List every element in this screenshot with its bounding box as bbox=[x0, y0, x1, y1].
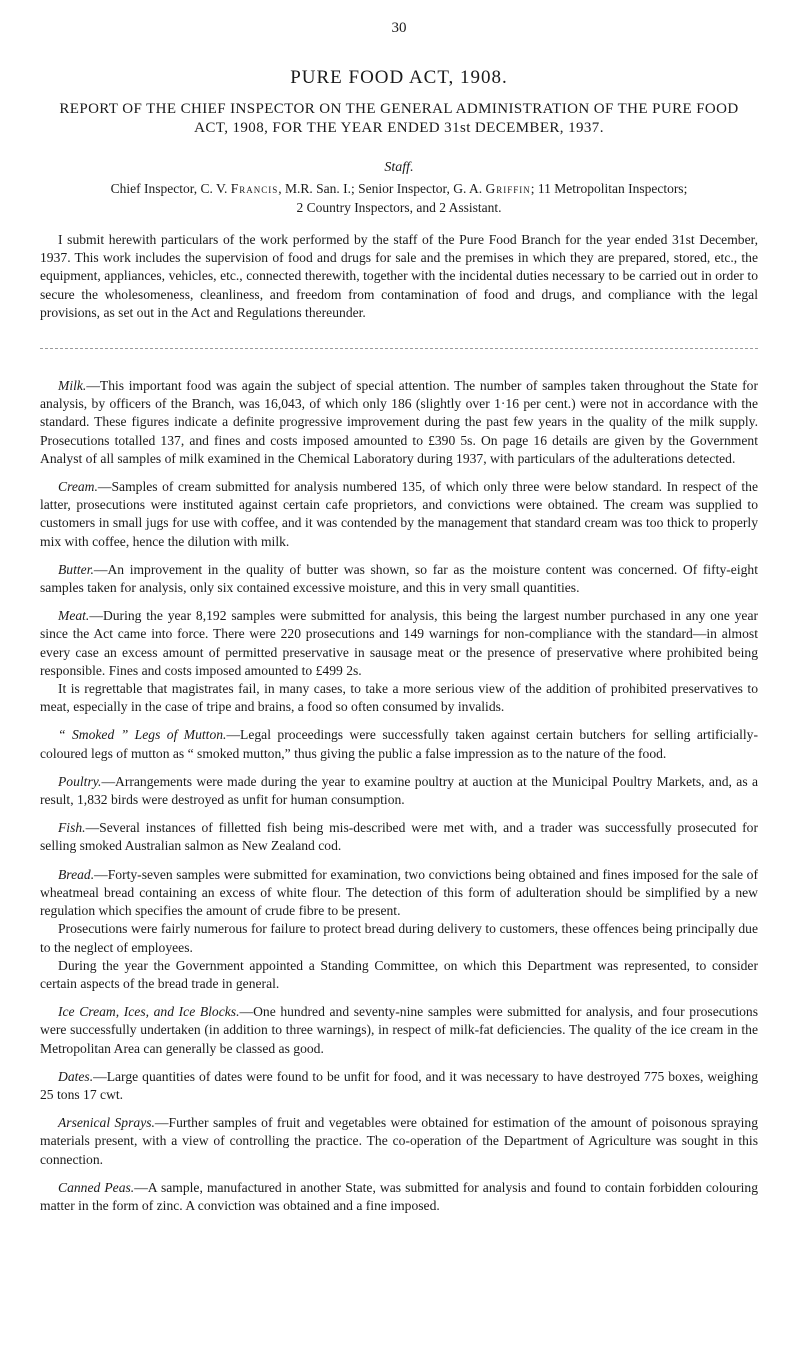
section-heading: Milk. bbox=[58, 378, 87, 394]
section-arsenical-sprays bbox=[40, 1114, 758, 1169]
section-text: —Forty-seven samples were submitted for examination, two convictions being obtained and fines imposed for the sale of wheatmeal bread containing an excess of white flour. The detection of this form of adulteration should be simplified by a new regulation which specifies the amount of crude fibre to be present. bbox=[40, 866, 758, 919]
section-bread bbox=[40, 866, 758, 921]
section-meat-continued bbox=[40, 680, 758, 716]
section-text: —Several instances of filletted fish being mis-described were met with, and a trader was successfully prosecuted for selling smoked Australian salmon as New Zealand cod. bbox=[40, 820, 758, 854]
page-number: 30 bbox=[391, 20, 407, 36]
report-heading: REPORT OF THE CHIEF INSPECTOR ON THE GENERAL ADMINISTRATION OF THE PURE FOOD ACT, 1908, FOR THE YEAR ENDED 31st DECEMBER, 1937. bbox=[59, 101, 739, 136]
section-heading: Meat. bbox=[58, 608, 90, 624]
section-heading: Canned Peas. bbox=[58, 1179, 135, 1195]
section-heading: Ice Cream, Ices, and Ice Blocks. bbox=[58, 1004, 240, 1020]
section-text: —One hundred and seventy-nine samples were submitted for analysis, and four prosecutions were successfully undertaken (in addition to three warnings), in respect of milk-fat deficiencies. The quality of the ice cream in the Metropolitan Area can generally be classed as good. bbox=[40, 1004, 758, 1056]
staff-heading: Staff. bbox=[384, 160, 414, 175]
section-poultry bbox=[40, 773, 758, 809]
staff-text: Chief Inspector, C. V. bbox=[110, 181, 231, 196]
section-heading: Bread. bbox=[58, 866, 95, 882]
section-divider bbox=[40, 348, 758, 349]
staff-line-1 bbox=[40, 179, 758, 198]
document-title: PURE FOOD ACT, 1908. bbox=[290, 67, 508, 88]
section-dates bbox=[40, 1068, 758, 1104]
report-body bbox=[40, 377, 758, 1215]
section-smoked-mutton bbox=[40, 726, 758, 762]
staff-name: Francis bbox=[230, 181, 279, 196]
section-text: —Further samples of fruit and vegetables were obtained for estimation of the amount of poisonous spraying materials present, with a view of controlling the practice. The co-operation of the Department of Agriculture was sought in this connection. bbox=[40, 1115, 758, 1167]
section-text: —Legal proceedings were successfully taken against certain butchers for selling artificially-coloured legs of mutton as “ smoked mutton,” thus giving the public a false impression as to the nature of the food. bbox=[40, 727, 758, 761]
section-text: —A sample, manufactured in another State, was submitted for analysis and found to contain forbidden colouring matter in the form of zinc. A conviction was obtained and a fine imposed. bbox=[40, 1179, 758, 1213]
section-fish bbox=[40, 819, 758, 855]
section-text: Prosecutions were fairly numerous for failure to protect bread during delivery to customers, these offences being principally due to the neglect of employees. bbox=[40, 921, 758, 955]
section-text: It is regrettable that magistrates fail, in many cases, to take a more serious view of the addition of prohibited preservatives to meat, especially in the case of tripe and brains, a food so often consumed by invalids. bbox=[40, 681, 758, 715]
section-text: —Samples of cream submitted for analysis numbered 135, of which only three were below standard. In respect of the latter, prosecutions were instituted against certain cafe proprietors, and convictions were obtained. The cream was supplied to customers in small jugs for use with coffee, and it was contended by the management that standard cream was too thick to properly mix with coffee, hence the dilution with milk. bbox=[40, 479, 758, 549]
section-heading: Arsenical Sprays. bbox=[58, 1115, 155, 1131]
section-canned-peas bbox=[40, 1179, 758, 1215]
section-heading: Dates. bbox=[58, 1068, 94, 1084]
section-text: —Arrangements were made during the year to examine poultry at auction at the Municipal Poultry Markets, and, as a result, 1,832 birds were destroyed as unfit for human consumption. bbox=[40, 773, 758, 808]
staff-name: Griffin bbox=[485, 181, 531, 196]
section-text: —This important food was again the subject of special attention. The number of samples taken throughout the State for analysis, by officers of the Branch, was 16,043, of which only 186 (slightly over 1·16 per cent.) were not in accordance with the standard. These figures indicate a definite progressive improvement during the past few years in the quality of the milk supply. Prosecutions totalled 137, and fines and costs imposed amounted to £390 5s. On page 16 details are given by the Government Analyst of all samples of milk examined in the Chemical Laboratory during 1937, with particulars of the adulterations detected. bbox=[40, 378, 758, 466]
intro-paragraph: I submit herewith particulars of the work performed by the staff of the Pure Food Branch for the year ended 31st December, 1937. This work includes the supervision of food and drugs for sale and the premises in which they are prepared, stored, etc., the equipment, appliances, vehicles, etc., connected therewith, together with the incidental duties necessary to be carried out in order to secure the wholesomeness, cleanliness, and freedom from contamination of food and drugs, and compliance with the legal provisions, as set out in the Act and Regulations thereunder. bbox=[40, 232, 758, 320]
section-text: —During the year 8,192 samples were submitted for analysis, this being the largest number purchased in any one year since the Act came into force. There were 220 prosecutions and 149 warnings for non-compliance with the standard—in almost every case an excess amount of permitted preservative in sausage meat or the presence of preservative where prohibited being responsible. Fines and costs imposed amounted to £499 2s. bbox=[40, 608, 758, 678]
section-heading: “ Smoked ” Legs of Mutton. bbox=[58, 727, 227, 743]
section-text: —An improvement in the quality of butter was shown, so far as the moisture content was concerned. Of fifty-eight samples taken for analysis, only six contained excessive moisture, and this in very small quantities. bbox=[40, 561, 758, 596]
section-heading: Butter. bbox=[58, 561, 94, 577]
section-butter bbox=[40, 561, 758, 597]
section-cream bbox=[40, 478, 758, 551]
staff-text: , M.R. San. I.; Senior Inspector, G. A. bbox=[278, 181, 486, 196]
section-bread-continued bbox=[40, 920, 758, 956]
staff-line-2: 2 Country Inspectors, and 2 Assistant. bbox=[296, 200, 502, 215]
section-bread-committee bbox=[40, 957, 758, 993]
section-heading: Fish. bbox=[58, 820, 86, 836]
section-heading: Poultry. bbox=[58, 773, 102, 789]
section-text: During the year the Government appointed a Standing Committee, on which this Department was represented, to consider certain aspects of the bread trade in general. bbox=[40, 957, 758, 991]
staff-text: ; 11 Metropolitan Inspectors; bbox=[530, 181, 688, 196]
section-meat bbox=[40, 607, 758, 680]
section-text: —Large quantities of dates were found to be unfit for food, and it was necessary to have destroyed 775 boxes, weighing 25 tons 17 cwt. bbox=[40, 1068, 758, 1102]
section-heading: Cream. bbox=[58, 479, 98, 495]
section-ice-cream bbox=[40, 1003, 758, 1058]
section-milk bbox=[40, 377, 758, 468]
